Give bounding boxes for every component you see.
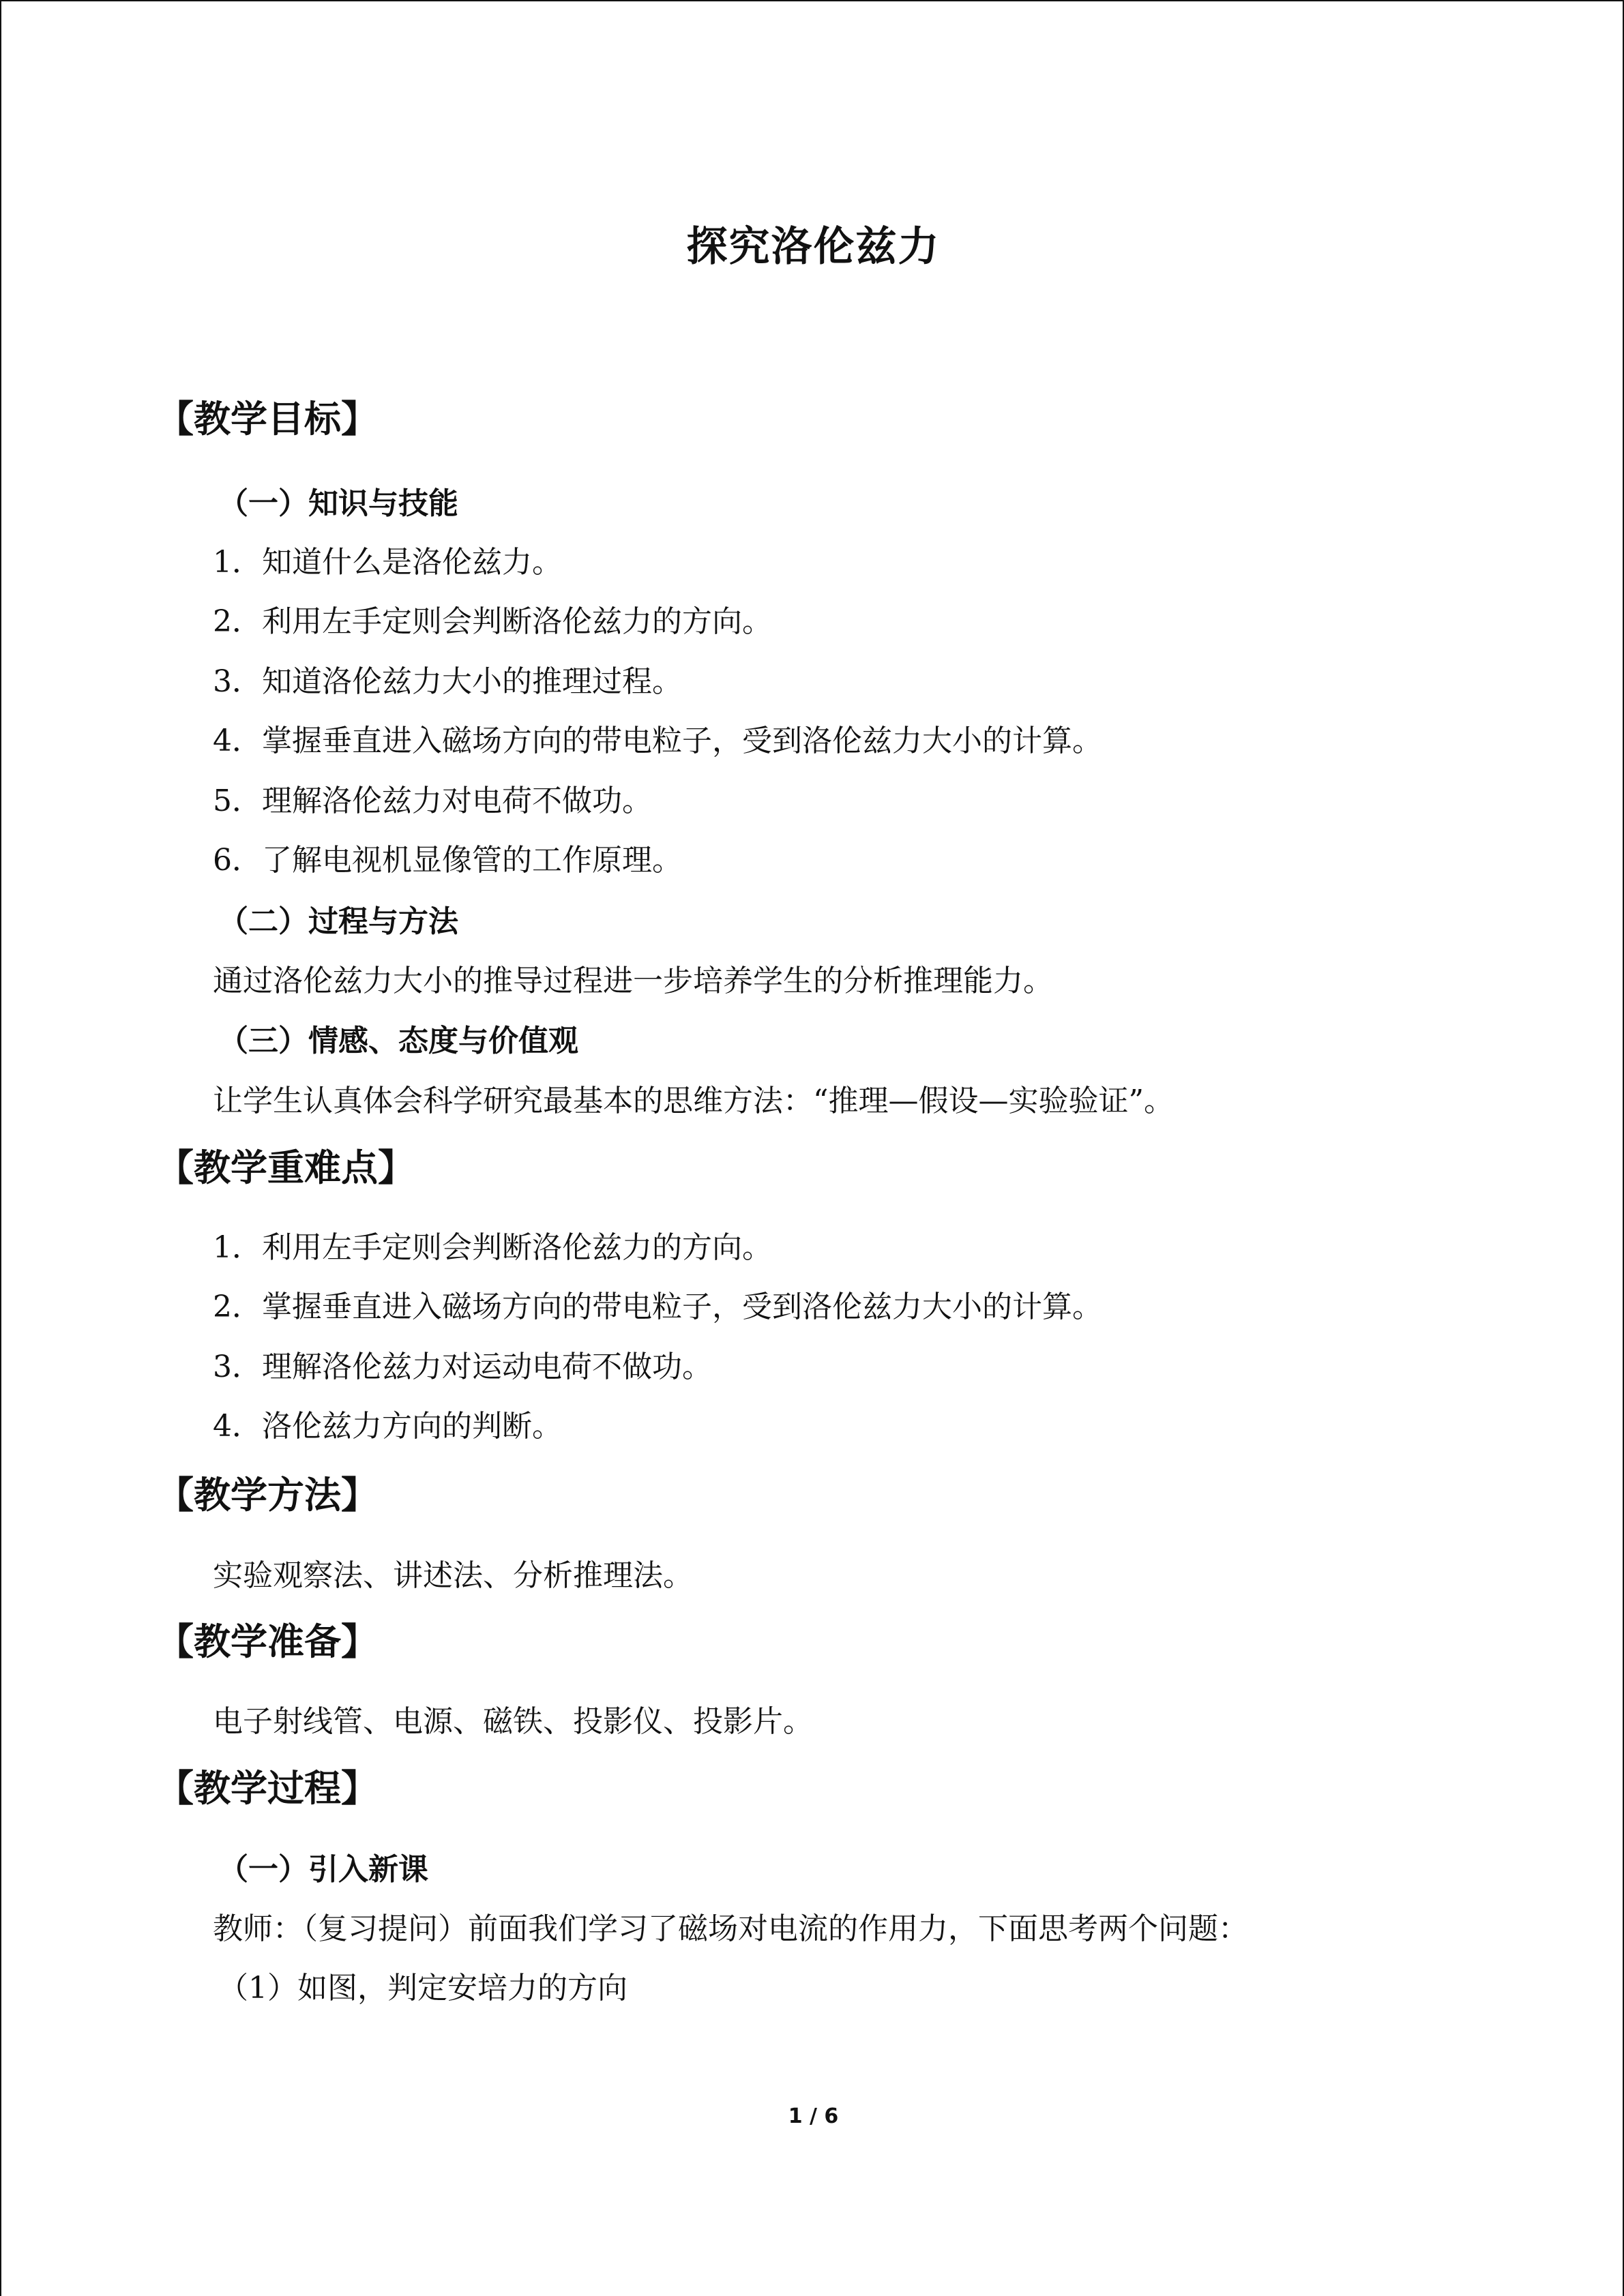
section-heading-key-points: 【教学重难点】	[157, 1146, 415, 1189]
section-heading-methods: 【教学方法】	[157, 1474, 378, 1517]
list-item: 4．掌握垂直进入磁场方向的带电粒子，受到洛伦兹力大小的计算。	[213, 724, 1102, 758]
list-item: 6．了解电视机显像管的工作原理。	[213, 843, 682, 878]
list-item: 2．利用左手定则会判断洛伦兹力的方向。	[213, 604, 772, 639]
page-indicator: 1 / 6	[788, 2104, 839, 2128]
paragraph: 电子射线管、电源、磁铁、投影仪、投影片。	[213, 1704, 813, 1739]
list-item: 1．知道什么是洛伦兹力。	[213, 545, 562, 580]
subheading-knowledge: （一）知识与技能	[218, 486, 458, 521]
list-item: 4．洛伦兹力方向的判断。	[213, 1409, 562, 1444]
list-item: 3．理解洛伦兹力对运动电荷不做功。	[213, 1350, 712, 1384]
section-heading-process: 【教学过程】	[157, 1767, 378, 1810]
subheading-process-method: （二）过程与方法	[218, 904, 458, 939]
list-item: 1．利用左手定则会判断洛伦兹力的方向。	[213, 1230, 772, 1265]
subheading-intro: （一）引入新课	[218, 1852, 428, 1887]
list-item: 5．理解洛伦兹力对电荷不做功。	[213, 784, 652, 818]
paragraph: 教师：（复习提问）前面我们学习了磁场对电流的作用力，下面思考两个问题：	[213, 1911, 1248, 1946]
section-heading-preparation: 【教学准备】	[157, 1620, 378, 1663]
list-item: 2．掌握垂直进入磁场方向的带电粒子，受到洛伦兹力大小的计算。	[213, 1289, 1102, 1324]
section-heading-objectives: 【教学目标】	[157, 398, 378, 441]
paragraph: 实验观察法、讲述法、分析推理法。	[213, 1558, 693, 1593]
paragraph: 让学生认真体会科学研究最基本的思维方法：“推理—假设—实验验证”。	[213, 1084, 1174, 1118]
document-title: 探究洛伦兹力	[686, 223, 941, 271]
subheading-attitude: （三）情感、态度与价值观	[218, 1024, 578, 1058]
list-item: 3．知道洛伦兹力大小的推理过程。	[213, 664, 682, 699]
paragraph: 通过洛伦兹力大小的推导过程进一步培养学生的分析推理能力。	[213, 964, 1053, 998]
paragraph: （1）如图，判定安培力的方向	[218, 1971, 628, 2006]
